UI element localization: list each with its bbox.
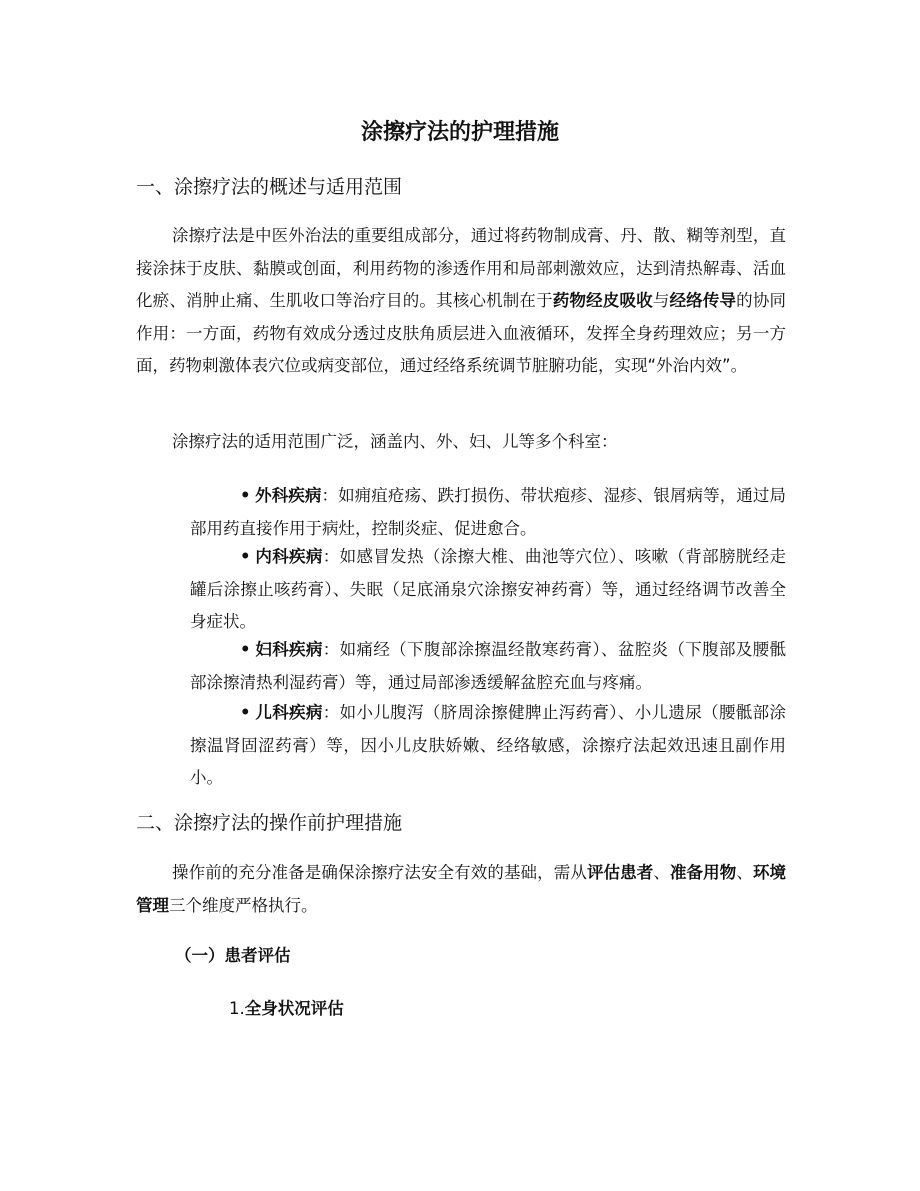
bullet-text: ：如小儿腹泻（脐周涂擦健脾止泻药膏）、小儿遗尿（腰骶部涂擦温肾固涩药膏）等，因小儿皮肤娇嫩、经络敏感，涂擦疗法起效迅速且副作用小。 <box>190 703 787 787</box>
item-number: 1. <box>229 999 245 1018</box>
item-label: 全身状况评估 <box>244 999 344 1018</box>
document-title: 涂擦疗法的护理措施 <box>360 120 559 145</box>
bold-term-supplies: 准备用物 <box>669 863 737 882</box>
bullet-label: 妇科疾病 <box>255 640 323 659</box>
bullet-item-internal <box>190 541 786 639</box>
section-2-paragraph <box>136 857 786 922</box>
text-run: 、 <box>653 863 670 882</box>
bullet-text: ：如痛经（下腹部涂擦温经散寒药膏）、盆腔炎（下腹部及腰骶部涂擦清热利湿药膏）等，通过局部渗透缓解盆腔充血与疼痛。 <box>190 640 787 692</box>
text-run: 与 <box>652 291 670 310</box>
text-run: 操作前的充分准备是确保涂擦疗法安全有效的基础，需从 <box>172 863 587 882</box>
section-1-paragraph-1 <box>136 220 786 383</box>
text-run: 涂擦疗法是中医外治法的重要组成部分，通过将药物制成膏、丹、散、糊等剂型，直接涂抹于皮肤、黏膜或创面，利用药物的渗透作用和局部刺激效应，达到清热解毒、活血化瘀、消肿止痛、生肌收口等治疗目的。其核心机制在于 <box>136 226 786 310</box>
bullet-item-pediatrics <box>190 697 786 795</box>
text-run: 三个维度严格执行。 <box>169 895 318 915</box>
bullet-item-surgery <box>190 480 786 545</box>
text-run: 、 <box>736 863 753 882</box>
item-heading-general-condition <box>229 996 344 1022</box>
bullet-label: 内科疾病 <box>255 547 323 566</box>
bold-term-assess: 评估患者 <box>586 863 654 882</box>
bullet-dot: • <box>240 640 251 659</box>
bold-term-transdermal: 药物经皮吸收 <box>552 291 653 310</box>
bold-term-environment: 环境管理 <box>136 863 787 915</box>
section-1-heading: 一、涂擦疗法的概述与适用范围 <box>136 176 403 198</box>
subsection-heading-patient-assessment: （一）患者评估 <box>175 946 291 965</box>
bullet-label: 儿科疾病 <box>255 703 323 722</box>
bullet-label: 外科疾病 <box>255 486 322 505</box>
bullet-item-gynecology <box>190 634 786 699</box>
bullet-text: ：如痈疽疮疡、跌打损伤、带状疱疹、湿疹、银屑病等，通过局部用药直接作用于病灶，控制炎症、促进愈合。 <box>190 486 786 538</box>
bullet-dot: • <box>240 547 251 566</box>
bold-term-meridian: 经络传导 <box>669 291 737 310</box>
section-2-heading: 二、涂擦疗法的操作前护理措施 <box>136 812 403 834</box>
bullet-dot: • <box>240 486 251 505</box>
text-run: 的协同作用：一方面，药物有效成分透过皮肤角质层进入血液循环，发挥全身药理效应；另一方面，药物刺激体表穴位或病变部位，通过经络系统调节脏腑功能，实现“外治内效”。 <box>136 291 787 375</box>
bullet-dot: • <box>240 703 251 722</box>
section-1-paragraph-2: 涂擦疗法的适用范围广泛，涵盖内、外、妇、儿等多个科室： <box>172 432 618 451</box>
bullet-text: ：如感冒发热（涂擦大椎、曲池等穴位）、咳嗽（背部膀胱经走罐后涂擦止咳药膏）、失眠（足底涌泉穴涂擦安神药膏）等，通过经络调节改善全身症状。 <box>190 547 787 631</box>
